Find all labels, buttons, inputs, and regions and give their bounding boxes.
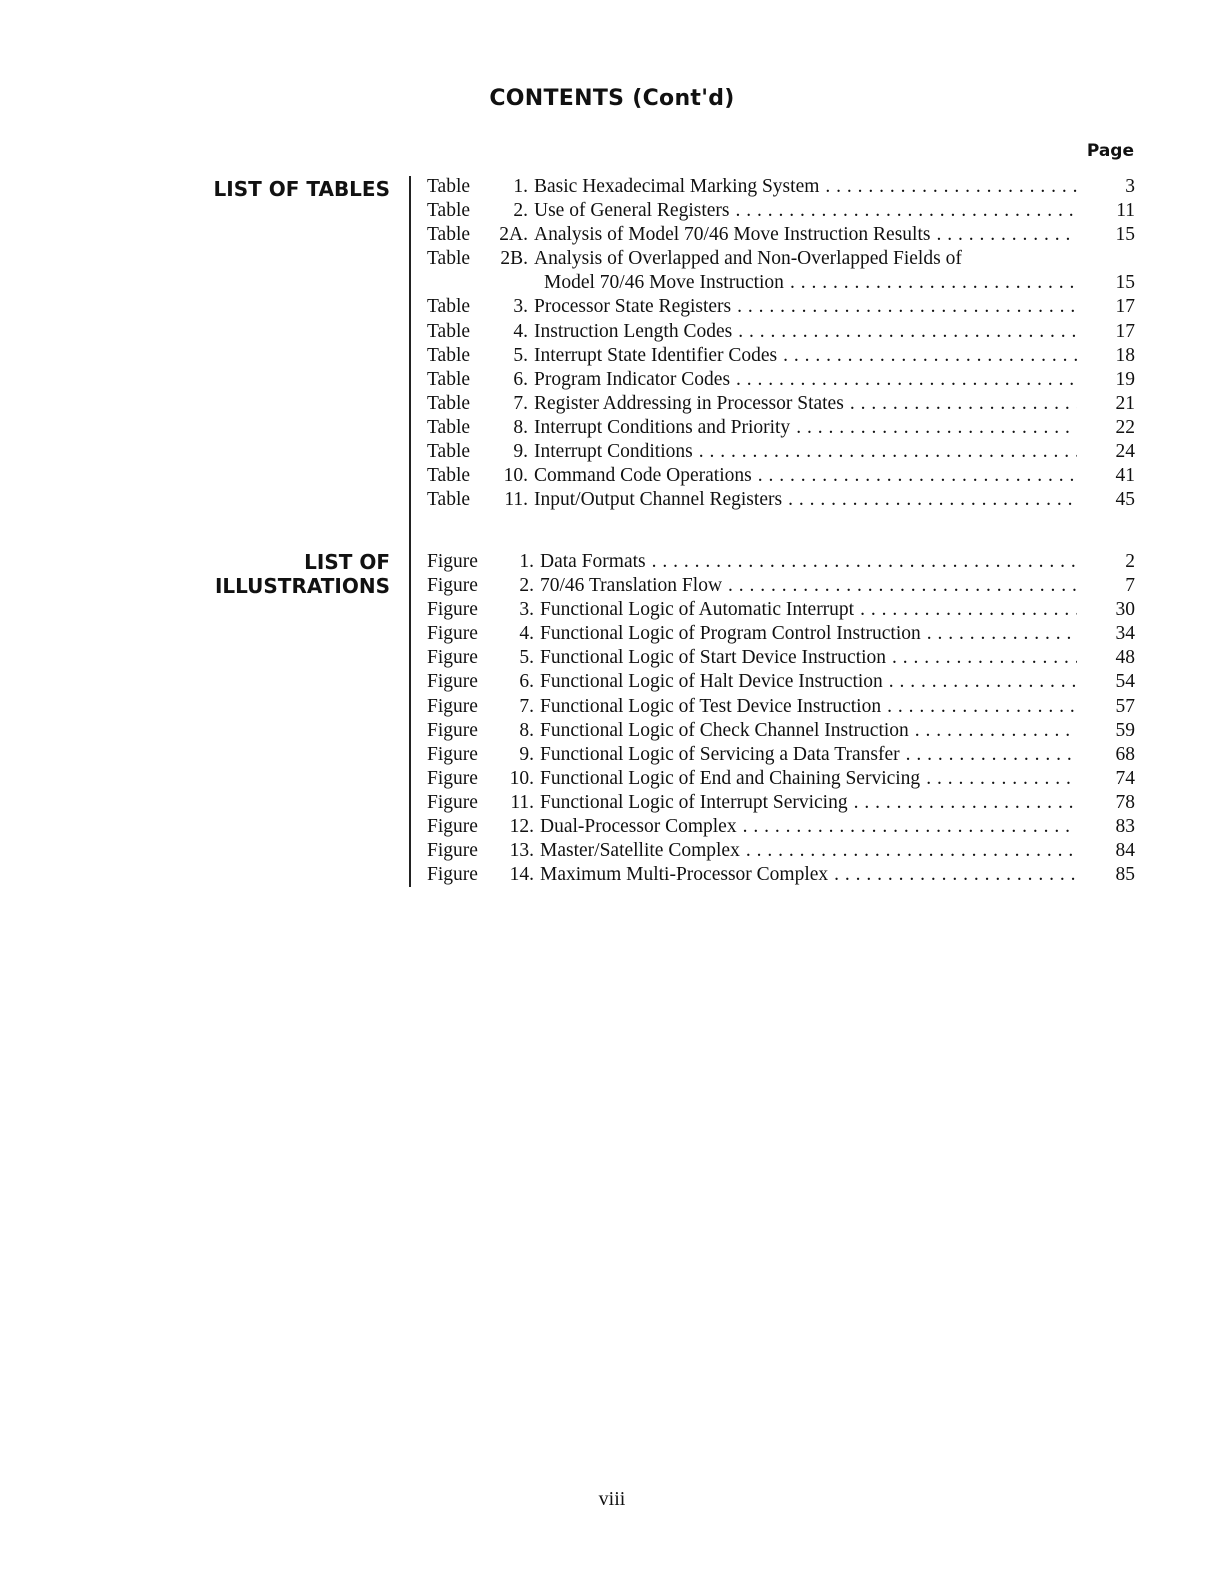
entry-number: 5. bbox=[513, 344, 528, 366]
entry-number: 2. bbox=[519, 575, 534, 597]
entry-title: 70/46 Translation Flow bbox=[540, 575, 723, 597]
toc-entry bbox=[427, 622, 1135, 646]
footer-page-number: viii bbox=[598, 1488, 626, 1510]
entry-page: 41 bbox=[1115, 465, 1135, 487]
entry-page: 84 bbox=[1115, 840, 1135, 862]
entry-kind: Figure bbox=[427, 647, 478, 669]
entry-title: Interrupt State Identifier Codes bbox=[534, 344, 778, 366]
entry-title: Functional Logic of End and Chaining Servicing bbox=[540, 767, 921, 789]
entry-page: 48 bbox=[1115, 647, 1135, 669]
toc-entry bbox=[427, 416, 1135, 440]
entry-title: Register Addressing in Processor States bbox=[534, 392, 844, 414]
toc-entry bbox=[427, 488, 1135, 512]
entry-page: 15 bbox=[1115, 272, 1135, 294]
entry-page: 15 bbox=[1115, 224, 1135, 246]
entry-page: 85 bbox=[1115, 864, 1135, 886]
entry-page: 34 bbox=[1115, 623, 1135, 645]
toc-entry bbox=[427, 223, 1135, 247]
entry-page: 11 bbox=[1116, 200, 1135, 222]
entry-title-wrap bbox=[534, 344, 1077, 368]
entry-title-wrap bbox=[534, 247, 1077, 271]
entry-number: 1. bbox=[513, 176, 528, 197]
entry-number: 14. bbox=[509, 864, 534, 886]
entry-page: 22 bbox=[1115, 416, 1135, 438]
entry-number: 9. bbox=[519, 743, 534, 765]
list-of-illustrations-label-line2: ILLUSTRATIONS bbox=[214, 574, 390, 598]
entry-title: Data Formats bbox=[540, 551, 646, 572]
dot-leader bbox=[782, 488, 1077, 512]
toc-entry bbox=[427, 815, 1135, 839]
entry-title: Functional Logic of Start Device Instruction bbox=[540, 647, 887, 669]
entry-page: 21 bbox=[1115, 392, 1135, 414]
entry-title: Functional Logic of Test Device Instruction bbox=[540, 695, 882, 717]
entry-title: Functional Logic of Interrupt Servicing bbox=[540, 791, 848, 813]
entry-kind: Table bbox=[427, 465, 471, 487]
toc-entry bbox=[427, 598, 1135, 622]
entry-page: 2 bbox=[1125, 551, 1135, 572]
toc-entry bbox=[427, 550, 1135, 574]
toc-entry-continuation bbox=[427, 271, 1135, 295]
entry-title-wrap bbox=[534, 464, 1077, 488]
entry-number: 8. bbox=[519, 719, 534, 741]
dot-leader bbox=[921, 622, 1077, 646]
entry-kind: Table bbox=[427, 344, 471, 366]
entry-kind: Table bbox=[427, 176, 471, 197]
entry-page: 24 bbox=[1115, 441, 1135, 463]
toc-entry bbox=[427, 440, 1135, 464]
entry-title: Interrupt Conditions bbox=[534, 441, 693, 463]
toc-entry bbox=[427, 344, 1135, 368]
dot-leader bbox=[729, 199, 1077, 223]
entry-title: Processor State Registers bbox=[534, 296, 732, 318]
entry-title-wrap bbox=[540, 767, 1077, 791]
entry-kind: Figure bbox=[427, 767, 478, 789]
toc-entry bbox=[427, 719, 1135, 743]
entry-kind: Figure bbox=[427, 816, 478, 838]
entry-number: 2A. bbox=[499, 224, 528, 246]
toc-entry bbox=[427, 574, 1135, 598]
toc-entry bbox=[427, 670, 1135, 694]
dot-leader bbox=[900, 743, 1077, 767]
entry-title: Dual-Processor Complex bbox=[540, 816, 737, 838]
entry-kind: Figure bbox=[427, 671, 478, 693]
entry-title-wrap bbox=[540, 622, 1077, 646]
entry-title-wrap bbox=[540, 839, 1077, 863]
entry-kind: Table bbox=[427, 320, 471, 342]
dot-leader bbox=[646, 550, 1077, 574]
entry-kind: Figure bbox=[427, 840, 478, 862]
entry-title-wrap bbox=[540, 863, 1077, 887]
dot-leader bbox=[722, 574, 1077, 598]
entry-title-wrap bbox=[534, 416, 1077, 440]
entry-kind: Table bbox=[427, 489, 471, 511]
entry-title-wrap bbox=[540, 646, 1077, 670]
dot-leader bbox=[886, 646, 1077, 670]
entry-title-wrap bbox=[540, 670, 1077, 694]
entry-title: Analysis of Model 70/46 Move Instruction Results bbox=[534, 224, 931, 246]
entry-page: 59 bbox=[1115, 719, 1135, 741]
entry-kind: Table bbox=[427, 248, 471, 270]
dot-leader bbox=[790, 416, 1077, 440]
toc-entry bbox=[427, 767, 1135, 791]
entry-title-wrap bbox=[534, 295, 1077, 319]
entry-number: 13. bbox=[509, 840, 534, 862]
page-column-header: Page bbox=[1086, 141, 1134, 161]
dot-leader bbox=[881, 695, 1077, 719]
entry-kind: Table bbox=[427, 392, 471, 414]
entry-kind: Table bbox=[427, 224, 471, 246]
entry-number: 10. bbox=[509, 767, 534, 789]
dot-leader bbox=[730, 368, 1077, 392]
dot-leader bbox=[693, 440, 1077, 464]
entry-title: Interrupt Conditions and Priority bbox=[534, 416, 791, 438]
toc-entry bbox=[427, 175, 1135, 199]
entry-kind: Figure bbox=[427, 575, 478, 597]
entry-kind: Figure bbox=[427, 551, 478, 572]
dot-leader bbox=[854, 598, 1077, 622]
entry-number: 7. bbox=[513, 392, 528, 414]
toc-entry bbox=[427, 695, 1135, 719]
entry-title-wrap bbox=[540, 791, 1077, 815]
entry-number: 2B. bbox=[500, 248, 528, 270]
dot-leader bbox=[731, 295, 1077, 319]
list-of-illustrations-label bbox=[215, 550, 390, 598]
entry-title-wrap bbox=[534, 175, 1077, 199]
entry-title: Functional Logic of Program Control Instruction bbox=[540, 623, 921, 645]
entry-number: 3. bbox=[519, 599, 534, 621]
entry-number: 1. bbox=[519, 551, 534, 572]
entry-number: 12. bbox=[509, 816, 534, 838]
entry-kind: Figure bbox=[427, 695, 478, 717]
entry-title: Input/Output Channel Registers bbox=[534, 489, 783, 511]
dot-leader bbox=[732, 320, 1077, 344]
entry-number: 11. bbox=[504, 489, 528, 511]
entry-number: 11. bbox=[510, 791, 534, 813]
dot-leader bbox=[784, 271, 1077, 295]
entry-indent bbox=[427, 271, 544, 295]
entry-number: 5. bbox=[519, 647, 534, 669]
entry-title: Basic Hexadecimal Marking System bbox=[534, 176, 820, 197]
vertical-rule bbox=[409, 176, 411, 887]
entry-page: 74 bbox=[1115, 767, 1135, 789]
toc-entry bbox=[427, 839, 1135, 863]
dot-leader bbox=[752, 464, 1077, 488]
entry-kind: Table bbox=[427, 200, 471, 222]
toc-entry bbox=[427, 464, 1135, 488]
entry-title-wrap bbox=[540, 719, 1077, 743]
entry-number: 7. bbox=[519, 695, 534, 717]
entry-number: 6. bbox=[513, 368, 528, 390]
dot-leader bbox=[819, 175, 1077, 199]
entry-title-wrap bbox=[534, 223, 1077, 247]
entry-title-wrap bbox=[540, 550, 1077, 574]
entry-kind: Figure bbox=[427, 864, 478, 886]
entry-title-wrap bbox=[534, 392, 1077, 416]
entry-page: 83 bbox=[1115, 816, 1135, 838]
entry-title: Functional Logic of Automatic Interrupt bbox=[540, 599, 855, 621]
dot-leader bbox=[828, 863, 1077, 887]
entry-kind: Figure bbox=[427, 719, 478, 741]
dot-leader bbox=[930, 223, 1077, 247]
entry-title-wrap bbox=[534, 488, 1077, 512]
toc-entry bbox=[427, 646, 1135, 670]
dot-leader bbox=[777, 344, 1077, 368]
toc-entry bbox=[427, 247, 1135, 271]
entry-number: 2. bbox=[513, 200, 528, 222]
toc-entry bbox=[427, 743, 1135, 767]
entry-number: 4. bbox=[513, 320, 528, 342]
entry-page: 17 bbox=[1115, 296, 1135, 318]
entry-page: 7 bbox=[1125, 575, 1135, 597]
entry-kind: Figure bbox=[427, 791, 478, 813]
entry-title: Instruction Length Codes bbox=[534, 320, 733, 342]
entry-page: 68 bbox=[1115, 743, 1135, 765]
entry-number: 10. bbox=[503, 465, 528, 487]
entry-number: 4. bbox=[519, 623, 534, 645]
entry-page: 17 bbox=[1115, 320, 1135, 342]
entry-title: Functional Logic of Halt Device Instruction bbox=[540, 671, 883, 693]
entry-title-wrap bbox=[544, 271, 1077, 295]
dot-leader bbox=[740, 839, 1077, 863]
entry-title-wrap bbox=[534, 368, 1077, 392]
entry-title-wrap bbox=[534, 320, 1077, 344]
entry-kind: Table bbox=[427, 416, 471, 438]
toc-entry bbox=[427, 863, 1135, 887]
entry-number: 9. bbox=[513, 441, 528, 463]
entry-title-wrap bbox=[540, 695, 1077, 719]
toc-entry bbox=[427, 392, 1135, 416]
entry-kind: Figure bbox=[427, 743, 478, 765]
entry-page: 3 bbox=[1125, 176, 1135, 197]
entry-page: 78 bbox=[1115, 791, 1135, 813]
entry-title-wrap bbox=[540, 598, 1077, 622]
entry-kind: Table bbox=[427, 296, 471, 318]
dot-leader bbox=[920, 767, 1077, 791]
dot-leader bbox=[844, 392, 1077, 416]
dot-leader bbox=[909, 719, 1077, 743]
entry-title: Use of General Registers bbox=[534, 200, 730, 222]
entry-title-wrap bbox=[540, 574, 1077, 598]
list-of-illustrations-label-line1: LIST OF bbox=[304, 550, 390, 574]
illustrations-list bbox=[427, 550, 1135, 887]
entry-title-wrap bbox=[540, 815, 1077, 839]
entry-title: Master/Satellite Complex bbox=[540, 840, 740, 862]
entry-title: Program Indicator Codes bbox=[534, 368, 731, 390]
entry-number: 3. bbox=[513, 296, 528, 318]
entry-page-blank bbox=[1077, 247, 1135, 271]
entry-page: 30 bbox=[1115, 599, 1135, 621]
entry-title: Maximum Multi-Processor Complex bbox=[540, 864, 829, 886]
entry-page: 57 bbox=[1115, 695, 1135, 717]
toc-entry bbox=[427, 320, 1135, 344]
dot-leader bbox=[883, 670, 1077, 694]
list-of-tables-label: LIST OF TABLES bbox=[213, 177, 390, 201]
toc-entry bbox=[427, 199, 1135, 223]
entry-page: 54 bbox=[1115, 671, 1135, 693]
toc-entry bbox=[427, 791, 1135, 815]
entry-kind: Table bbox=[427, 368, 471, 390]
page-title: CONTENTS (Cont'd) bbox=[489, 86, 735, 111]
entry-page: 19 bbox=[1115, 368, 1135, 390]
entry-title-wrap bbox=[534, 199, 1077, 223]
entry-title: Command Code Operations bbox=[534, 465, 752, 487]
entry-kind: Figure bbox=[427, 599, 478, 621]
entry-title-wrap bbox=[534, 440, 1077, 464]
entry-number: 6. bbox=[519, 671, 534, 693]
entry-page: 18 bbox=[1115, 344, 1135, 366]
entry-kind: Figure bbox=[427, 623, 478, 645]
entry-kind: Table bbox=[427, 441, 471, 463]
dot-leader bbox=[737, 815, 1077, 839]
entry-title: Functional Logic of Servicing a Data Transfer bbox=[540, 743, 900, 765]
entry-page: 45 bbox=[1115, 489, 1135, 511]
entry-title-continued: Model 70/46 Move Instruction bbox=[544, 272, 784, 294]
entry-title-wrap bbox=[540, 743, 1077, 767]
entry-title: Analysis of Overlapped and Non-Overlapped Fields of bbox=[534, 248, 962, 270]
entry-number: 8. bbox=[513, 416, 528, 438]
tables-list bbox=[427, 175, 1135, 512]
toc-entry bbox=[427, 368, 1135, 392]
entry-title: Functional Logic of Check Channel Instruction bbox=[540, 719, 909, 741]
toc-entry bbox=[427, 295, 1135, 319]
dot-leader bbox=[848, 791, 1077, 815]
